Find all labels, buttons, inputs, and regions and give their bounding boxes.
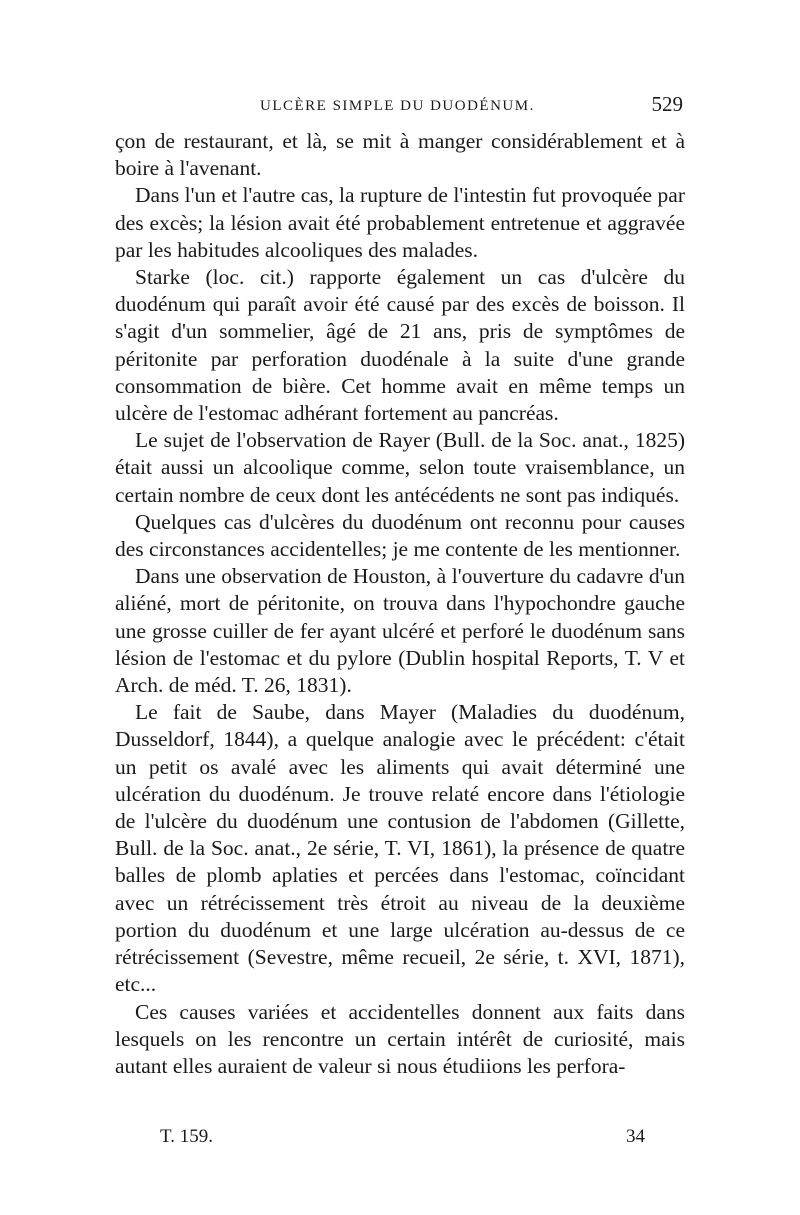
paragraph: çon de restaurant, et là, se mit à manger considérablement et à boire à l'avenant. (115, 129, 685, 181)
page-footer (115, 1126, 685, 1154)
paragraph: Quelques cas d'ulcères du duodénum ont reconnu pour causes des circonstances accidentelles; je me contente de les mentionner. (115, 509, 685, 562)
paragraph: Ces causes variées et accidentelles donnent aux faits dans lesquels on les rencontre un certain intérêt de curiosité, mais autant elles auraient de valeur si nous étudiions les perfora- (115, 999, 685, 1078)
signature-mark: T. 159. (160, 1126, 213, 1147)
paragraph: Dans une observation de Houston, à l'ouverture du cadavre d'un aliéné, mort de péritonite, on trouva dans l'hypochondre gauche une grosse cuiller de fer ayant ulcéré et perforé le duodénum sans lésion de l'estomac et du pylore (Dublin hospital Reports, T. V et Arch. de méd. T. 26, 1831). (115, 564, 685, 698)
paragraph: Le fait de Saube, dans Mayer (Maladies du duodénum, Dusseldorf, 1844), a quelque analogie avec le précédent: c'était un petit os avalé avec les aliments qui avait déterminé une ulcération du duodénum. Je trouve relaté encore dans l'étiologie de l'ulcère du duodénum une contusion de l'abdomen (Gillette, Bull. de la Soc. anat., 2e série, T. VI, 1861), la présence de quatre balles de plomb aplaties et percées dans l'estomac, coïncidant avec un rétrécissement très étroit au niveau de la deuxième portion du duodénum et une large ulcération au-dessus de ce rétrécissement (Sevestre, même recueil, 2e série, t. XVI, 1871), etc... (115, 700, 685, 997)
page-header (115, 92, 685, 122)
page-number: 529 (651, 92, 683, 116)
gathering-number: 34 (626, 1126, 645, 1147)
body-text (115, 128, 685, 1080)
paragraph: Le sujet de l'observation de Rayer (Bull. de la Soc. anat., 1825) était aussi un alcoolique comme, selon toute vraisemblance, un certain nombre de ceux dont les antécédents ne sont pas indiqués. (115, 428, 685, 507)
paragraph: Starke (loc. cit.) rapporte également un cas d'ulcère du duodénum qui paraît avoir été causé par des excès de boisson. Il s'agit d'un sommelier, âgé de 21 ans, pris de symptômes de péritonite par perforation duodénale à la suite d'une grande consommation de bière. Cet homme avait en même temps un ulcère de l'estomac adhérant fortement au pancréas. (115, 265, 685, 426)
paragraph: Dans l'un et l'autre cas, la rupture de l'intestin fut provoquée par des excès; la lésion avait été probablement entretenue et aggravée par les habitudes alcooliques des malades. (115, 183, 685, 262)
running-title: ULCÈRE SIMPLE DU DUODÉNUM. (260, 98, 535, 114)
